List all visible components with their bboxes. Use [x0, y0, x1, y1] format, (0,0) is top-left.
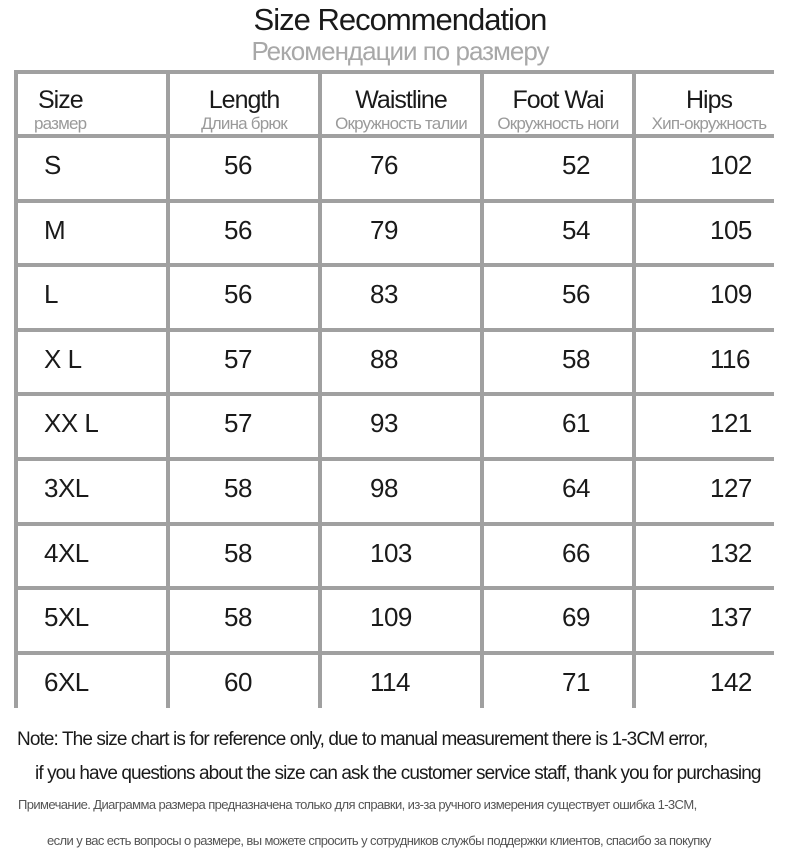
table-cell-length — [170, 461, 318, 522]
cell-value: XX L — [44, 408, 99, 439]
cell-value: 64 — [562, 472, 590, 503]
header-size — [18, 74, 166, 134]
cell-value: 79 — [370, 214, 398, 245]
cell-value: X L — [44, 343, 82, 374]
header-length-label: Length — [208, 86, 280, 114]
cell-value: 66 — [562, 537, 590, 568]
cell-value: L — [44, 279, 58, 310]
cell-value: 56 — [224, 214, 252, 245]
cell-value: 109 — [370, 602, 412, 633]
table-cell-hips — [636, 332, 782, 393]
table-cell-waistline — [322, 526, 480, 587]
cell-value: 98 — [370, 472, 398, 503]
table-cell-waistline — [322, 267, 480, 328]
cell-value: 57 — [224, 343, 252, 374]
cell-value: 71 — [562, 666, 590, 697]
note-line-1: Note: The size chart is for reference only, due to manual measurement there is 1-3CM error, — [17, 729, 708, 750]
table-cell-waistline — [322, 590, 480, 651]
table-cell-size — [18, 655, 166, 716]
table-cell-hips — [636, 138, 782, 199]
table-cell-waistline — [322, 461, 480, 522]
size-table — [14, 70, 774, 708]
header-hips — [636, 74, 782, 134]
cell-value: 121 — [710, 408, 752, 439]
page-title: Size Recommendation — [253, 2, 547, 37]
note-line-2: if you have questions about the size can ask the customer service staff, thank you for purchasing — [35, 763, 761, 784]
cell-value: S — [44, 150, 61, 180]
table-cell-size — [18, 267, 166, 328]
header-length — [170, 74, 318, 134]
table-cell-foot-waist — [484, 267, 632, 328]
header-size-label-ru: размер — [34, 114, 87, 133]
cell-value: 61 — [562, 408, 590, 439]
header-hips-label: Hips — [685, 86, 732, 114]
table-cell-length — [170, 526, 318, 587]
cell-value: 57 — [224, 408, 252, 439]
table-cell-length — [170, 332, 318, 393]
table-cell-size — [18, 396, 166, 457]
table-cell-hips — [636, 461, 782, 522]
table-cell-waistline — [322, 655, 480, 716]
table-cell-foot-waist — [484, 655, 632, 716]
cell-value: 58 — [562, 343, 590, 374]
cell-value: 116 — [710, 343, 750, 374]
cell-value: 109 — [710, 279, 752, 310]
cell-value: 58 — [224, 472, 252, 503]
table-cell-foot-waist — [484, 203, 632, 264]
header-size-label: Size — [38, 86, 83, 114]
table-cell-foot-waist — [484, 332, 632, 393]
cell-value: 60 — [224, 666, 252, 697]
table-cell-hips — [636, 590, 782, 651]
cell-value: 103 — [370, 537, 412, 568]
table-cell-size — [18, 203, 166, 264]
header-foot-waist-label: Foot Wai — [512, 86, 604, 114]
cell-value: 54 — [562, 214, 590, 245]
table-cell-size — [18, 526, 166, 587]
table-cell-waistline — [322, 332, 480, 393]
table-cell-hips — [636, 526, 782, 587]
cell-value: 5XL — [44, 602, 89, 633]
header-waistline-label: Waistline — [355, 86, 447, 114]
cell-value: 56 — [562, 279, 590, 310]
cell-value: 132 — [710, 537, 752, 568]
cell-value: 58 — [224, 602, 252, 633]
cell-value: 137 — [710, 602, 752, 633]
table-cell-length — [170, 396, 318, 457]
table-cell-foot-waist — [484, 526, 632, 587]
cell-value: 76 — [370, 150, 398, 180]
table-cell-size — [18, 461, 166, 522]
header-hips-label-ru: Хип-окружность — [651, 114, 767, 133]
table-cell-waistline — [322, 203, 480, 264]
table-cell-waistline — [322, 396, 480, 457]
note-ru-line-1: Примечание. Диаграмма размера предназначена только для справки, из-за ручного измерения существует ошибка 1-3CM, — [18, 797, 697, 812]
table-cell-waistline — [322, 138, 480, 199]
cell-value: 127 — [710, 472, 752, 503]
note-ru-line-2: если у вас есть вопросы о размере, вы можете спросить у сотрудников службы поддержки клиентов, спасибо за покупку — [47, 833, 711, 848]
table-cell-length — [170, 138, 318, 199]
table-cell-hips — [636, 396, 782, 457]
cell-value: 6XL — [44, 666, 89, 697]
cell-value: 52 — [562, 150, 590, 180]
table-cell-length — [170, 267, 318, 328]
header-waistline-label-ru: Окружность талии — [335, 114, 467, 133]
cell-value: 69 — [562, 602, 590, 633]
table-cell-foot-waist — [484, 396, 632, 457]
cell-value: 4XL — [44, 537, 89, 568]
table-cell-foot-waist — [484, 461, 632, 522]
header-waistline — [322, 74, 480, 134]
cell-value: 102 — [710, 150, 752, 180]
cell-value: 93 — [370, 408, 398, 439]
table-cell-hips — [636, 203, 782, 264]
table-cell-hips — [636, 267, 782, 328]
cell-value: 88 — [370, 343, 398, 374]
header-length-label-ru: Длина брюк — [201, 114, 287, 133]
cell-value: 142 — [710, 666, 752, 697]
table-cell-foot-waist — [484, 138, 632, 199]
cell-value: 114 — [370, 666, 410, 697]
table-cell-length — [170, 655, 318, 716]
cell-value: 58 — [224, 537, 252, 568]
table-cell-size — [18, 590, 166, 651]
table-cell-foot-waist — [484, 590, 632, 651]
page-subtitle: Рекомендации по размеру — [251, 36, 549, 66]
cell-value: 56 — [224, 279, 252, 310]
header-foot-waist-label-ru: Окружность ноги — [497, 114, 619, 133]
table-cell-size — [18, 332, 166, 393]
cell-value: 105 — [710, 214, 752, 245]
header-foot-waist — [484, 74, 632, 134]
cell-value: M — [44, 214, 66, 245]
table-cell-length — [170, 203, 318, 264]
table-cell-length — [170, 590, 318, 651]
cell-value: 83 — [370, 279, 398, 310]
cell-value: 3XL — [44, 472, 89, 503]
table-cell-size — [18, 138, 166, 199]
cell-value: 56 — [224, 150, 252, 180]
table-cell-hips — [636, 655, 782, 716]
